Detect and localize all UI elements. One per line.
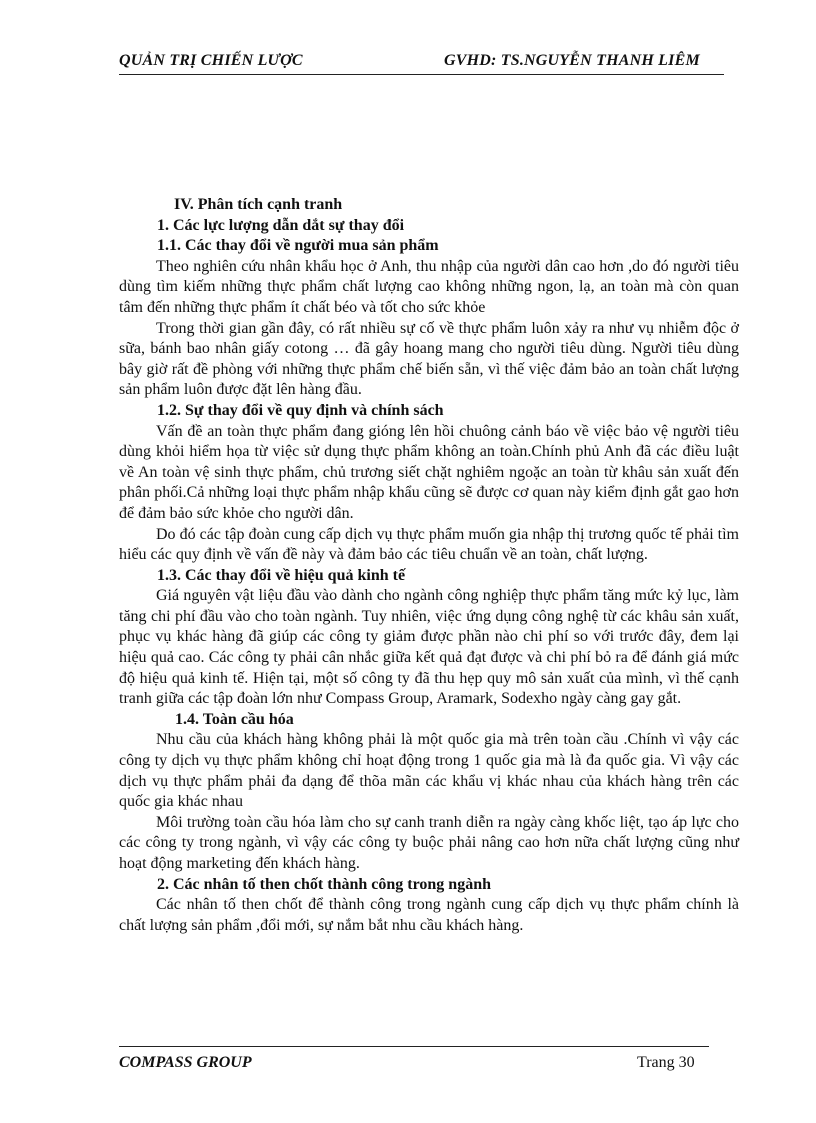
header-course-title: QUẢN TRỊ CHIẾN LƯỢC (119, 52, 303, 69)
heading-1-4: 1.4. Toàn cầu hóa (175, 710, 294, 728)
page-header (119, 52, 724, 75)
page-body (119, 195, 739, 936)
footer-company: COMPASS GROUP (119, 1054, 252, 1071)
paragraph: Do đó các tập đoàn cung cấp dịch vụ thực phẩm muốn gia nhập thị trương quốc tế phải tìm hiểu các quy định về vấn đề này và đảm bảo các tiêu chuẩn về an toàn, chất lượng. (119, 525, 739, 564)
paragraph: Giá nguyên vật liệu đầu vào dành cho ngành công nghiệp thực phẩm tăng mức kỷ lục, làm tăng chi phí đầu vào cho toàn ngành. Tuy nhiên, việc ứng dụng công nghệ từ các khâu sản xuất, phục vụ khác hàng đã giúp các công ty giảm được phần nào chi phí so với trước đây, đem lại hiệu quả cao. Các công ty phải cân nhắc giữa kết quả đạt được và chi phí bỏ ra để đánh giá mức độ hiệu quả kinh tế. Hiện tại, một số công ty đã thu hẹp quy mô sản xuất của mình, vì thế cạnh tranh giữa các tập đoàn lớn như Compass Group, Aramark, Sodexho ngày càng gay gắt. (119, 587, 739, 708)
heading-1-2: 1.2. Sự thay đổi về quy định và chính sách (157, 401, 444, 419)
paragraph: Vấn đề an toàn thực phẩm đang gióng lên hồi chuông cảnh báo về việc bảo vệ người tiêu dùng khỏi hiểm họa từ việc sử dụng thực phẩm không an toàn.Chính phủ Anh đã các điều luật về An toàn vệ sinh thực phẩm, chủ trương siết chặt nghiêm ngoặc an toàn từ khâu sản xuất đến phân phối.Cả những loại thực phẩm nhập khẩu cũng sẽ được cơ quan này kiểm định gắt gao hơn để đảm bảo sức khỏe cho người dân. (119, 422, 739, 522)
heading-1-1: 1.1. Các thay đổi về người mua sản phẩm (157, 237, 439, 255)
paragraph: Môi trường toàn cầu hóa làm cho sự canh tranh diễn ra ngày càng khốc liệt, tạo áp lực cho các công ty trong ngành, vì vậy các công ty buộc phải nâng cao hơn nữa chất lượng cũng như hoạt động marketing đến khách hàng. (119, 813, 739, 872)
page-number: Trang 30 (637, 1054, 695, 1071)
heading-2: 2. Các nhân tố then chốt thành công trong ngành (157, 875, 491, 893)
heading-1-3: 1.3. Các thay đổi về hiệu quả kinh tế (157, 566, 406, 584)
paragraph: Các nhân tố then chốt để thành công trong ngành cung cấp dịch vụ thực phẩm chính là chất lượng sản phẩm ,đổi mới, sự nắm bắt nhu cầu khách hàng. (119, 896, 739, 934)
paragraph: Trong thời gian gần đây, có rất nhiều sự cố về thực phẩm luôn xảy ra như vụ nhiễm độc ở sữa, bánh bao nhân giấy cotong … đã gây hoang mang cho người tiêu dùng. Người tiêu dùng bây giờ rất đề phòng với những thực phẩm chế biến sẵn, vì thế việc đảm bảo an toàn chất lượng sản phẩm luôn được đặt lên hàng đầu. (119, 319, 739, 399)
heading-1: 1. Các lực lượng dẫn dắt sự thay đổi (157, 216, 405, 234)
header-instructor: GVHD: TS.NGUYỄN THANH LIÊM (444, 52, 700, 69)
section-title: IV. Phân tích cạnh tranh (174, 196, 343, 213)
footer-divider (119, 1046, 709, 1047)
paragraph: Theo nghiên cứu nhân khẩu học ở Anh, thu nhập của người dân cao hơn ,do đó người tiêu dùng tìm kiếm những thực phẩm chất lượng cao không những ngon, lạ, an toàn mà còn quan tâm đến những thực phẩm ít chất béo và tốt cho sức khỏe (119, 257, 739, 316)
paragraph: Nhu cầu của khách hàng không phải là một quốc gia mà trên toàn cầu .Chính vì vậy các công ty dịch vụ thực phẩm không chỉ hoạt động trong 1 quốc gia mà là đa quốc gia. Vì vậy các dịch vụ thực phẩm phải đa dạng để thõa mãn các khẩu vị khác nhau của khách hàng trên các quốc gia khác nhau (119, 731, 739, 811)
